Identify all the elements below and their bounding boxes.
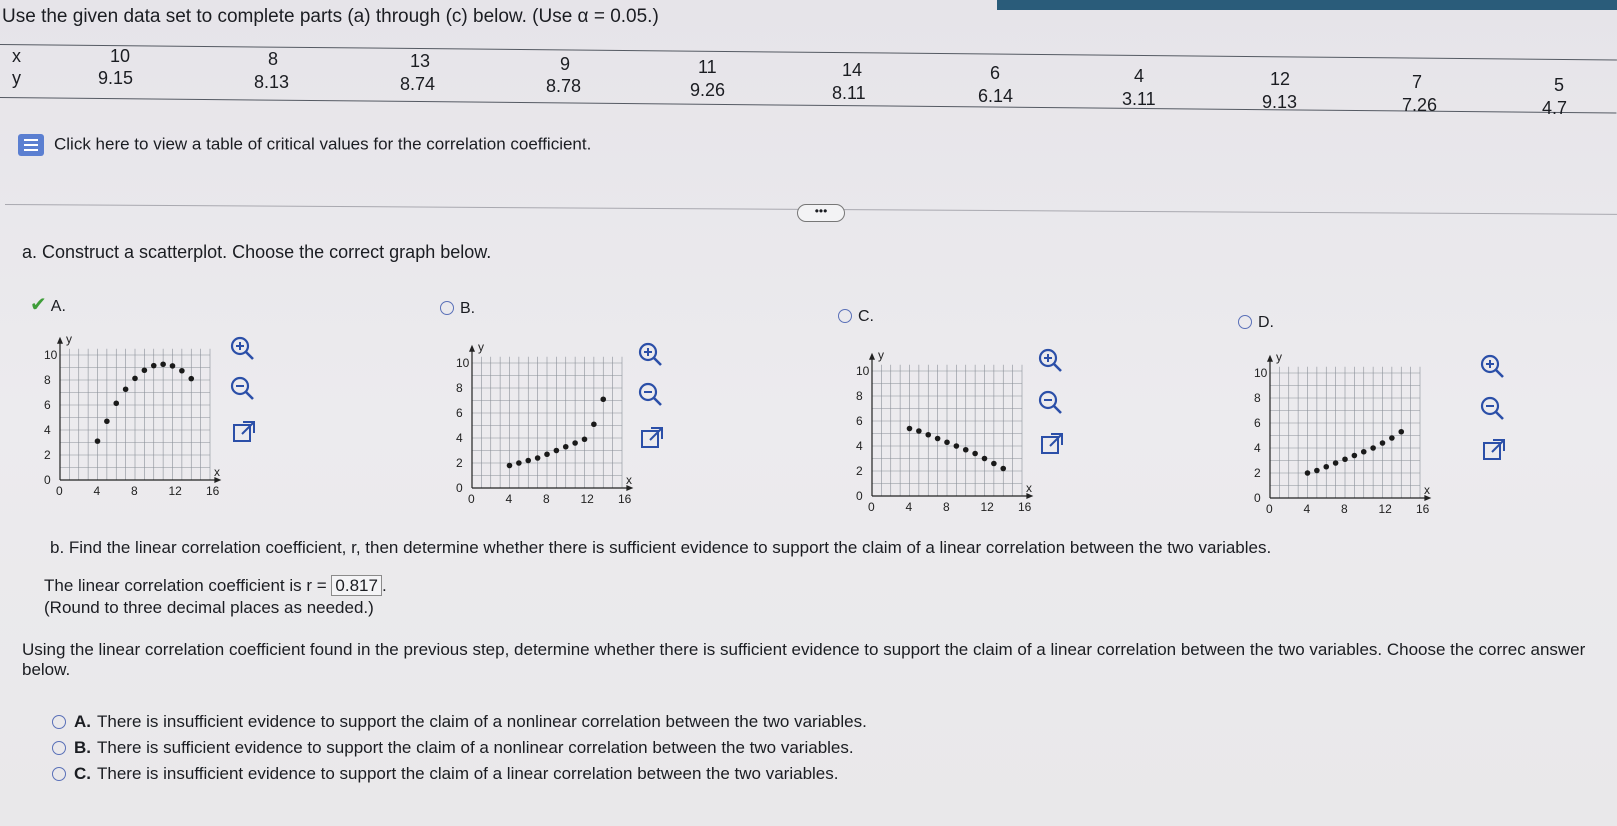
y-tick-label: 0 — [44, 473, 51, 487]
y-tick-label: 0 — [456, 481, 463, 495]
y-tick-label: 6 — [456, 406, 463, 420]
book-icon — [18, 134, 44, 156]
y-tick-label: 0 — [1254, 491, 1261, 505]
x-tick-label: 8 — [543, 492, 550, 506]
data-point — [972, 451, 978, 457]
table-y-cell: 3.11 — [1122, 89, 1156, 109]
table-frame — [0, 44, 1617, 114]
critical-values-link-text[interactable]: Click here to view a table of critical values for the correlation coefficient. — [54, 134, 592, 154]
zoom-out-icon[interactable] — [1036, 388, 1064, 416]
data-point — [954, 443, 960, 449]
table-y-cell: 8.13 — [254, 72, 290, 92]
data-point — [600, 396, 606, 402]
x-tick-label: 4 — [93, 484, 101, 498]
x-tick-label: 8 — [131, 484, 138, 498]
r-value-input[interactable]: 0.817 — [331, 575, 382, 596]
scatterplot-c[interactable] — [842, 346, 1042, 526]
data-point — [507, 463, 513, 469]
zoom-out-icon[interactable] — [1478, 394, 1506, 422]
data-point — [944, 439, 950, 445]
answer-choice-c[interactable] — [52, 764, 838, 784]
x-tick-label: 16 — [206, 484, 220, 498]
y-axis-label: y — [878, 347, 884, 362]
r-line — [44, 576, 387, 596]
data-point — [1323, 464, 1329, 470]
table-x-cell: 7 — [1412, 72, 1423, 92]
option-letter: B. — [460, 300, 476, 317]
y-tick-label: 2 — [1254, 466, 1261, 480]
table-y-cell: 8.11 — [832, 83, 866, 103]
data-point — [935, 436, 941, 442]
option-letter: C. — [858, 308, 874, 325]
y-tick-label: 4 — [856, 439, 863, 453]
data-point — [1389, 435, 1395, 441]
scatterplot-a[interactable] — [30, 330, 230, 510]
x-tick-label: 4 — [505, 492, 513, 506]
zoom-out-icon[interactable] — [228, 374, 256, 402]
data-point — [1370, 445, 1376, 451]
x-axis-label: x — [1424, 483, 1430, 497]
table-y-cell: 9.26 — [690, 80, 726, 100]
data-point — [516, 460, 522, 466]
y-axis-arrow — [57, 337, 63, 344]
x-tick-label: 8 — [943, 500, 950, 514]
table-x-cell: 14 — [842, 60, 863, 80]
data-point — [170, 363, 176, 369]
y-tick-label: 10 — [856, 364, 870, 378]
radio-button[interactable] — [838, 309, 852, 323]
table-x-cell: 10 — [110, 46, 131, 66]
y-tick-label: 6 — [44, 398, 51, 412]
y-axis-label: y — [1276, 349, 1282, 364]
y-tick-label: 8 — [44, 373, 51, 387]
data-point — [1333, 460, 1339, 466]
graph-option-d[interactable] — [1238, 314, 1274, 332]
data-point — [104, 418, 110, 424]
round-note: (Round to three decimal places as needed.) — [44, 598, 374, 617]
data-point — [963, 447, 969, 453]
data-point — [1361, 449, 1367, 455]
choice-letter: A. — [74, 712, 91, 731]
top-strip — [997, 0, 1617, 10]
option-letter: D. — [1258, 314, 1274, 331]
y-tick-label: 2 — [856, 464, 863, 478]
external-link-icon[interactable] — [1480, 436, 1508, 464]
data-point — [535, 455, 541, 461]
problem-title: Use the given data set to complete parts (a) through (c) below. (Use α = 0.05.) — [2, 6, 659, 27]
data-point — [907, 426, 913, 432]
data-point — [1352, 453, 1358, 459]
y-axis-label: y — [66, 331, 72, 346]
table-y-cell: 4.7 — [1542, 98, 1568, 118]
choice-text: There is insufficient evidence to support the claim of a linear correlation between the two variables. — [97, 764, 839, 783]
part-a-prompt: a. Construct a scatterplot. Choose the correct graph below. — [22, 242, 492, 262]
radio-button[interactable] — [52, 715, 66, 729]
data-point — [1314, 468, 1320, 474]
y-tick-label: 4 — [1254, 441, 1261, 455]
data-point — [554, 448, 560, 454]
data-point — [142, 367, 148, 373]
table-x-label: x — [12, 46, 21, 66]
y-axis-arrow — [1267, 355, 1273, 362]
y-axis-arrow — [869, 353, 875, 360]
data-point — [925, 432, 931, 438]
x-tick-label: 12 — [980, 500, 994, 514]
y-tick-label: 6 — [856, 414, 863, 428]
data-point — [991, 461, 997, 467]
data-point — [1342, 456, 1348, 462]
y-tick-label: 4 — [456, 431, 463, 445]
y-tick-label: 10 — [1254, 366, 1268, 380]
zoom-out-icon[interactable] — [636, 380, 664, 408]
y-axis-arrow — [469, 345, 475, 352]
choice-text: There is sufficient evidence to support the claim of a nonlinear correlation between the two variables. — [97, 738, 854, 757]
graph-option-a[interactable] — [30, 292, 66, 317]
table-x-cell: 5 — [1554, 75, 1565, 95]
x-axis-label: x — [626, 473, 632, 487]
x-tick-label: 0 — [868, 500, 875, 514]
r-prefix: The linear correlation coefficient is r = — [44, 576, 327, 595]
more-button[interactable]: ••• — [797, 204, 845, 222]
x-tick-label: 12 — [168, 484, 182, 498]
data-point — [1000, 466, 1006, 472]
y-tick-label: 2 — [44, 448, 51, 462]
data-point — [544, 451, 550, 457]
data-point — [1380, 440, 1386, 446]
table-x-cell: 12 — [1270, 69, 1291, 89]
data-point — [179, 368, 185, 374]
y-tick-label: 6 — [1254, 416, 1261, 430]
radio-button[interactable] — [52, 741, 66, 755]
data-point — [591, 421, 597, 427]
critical-values-link[interactable] — [18, 134, 591, 156]
x-tick-label: 0 — [56, 484, 63, 498]
x-tick-label: 16 — [1018, 500, 1032, 514]
choice-letter: C. — [74, 764, 91, 783]
zoom-in-icon[interactable] — [1478, 352, 1506, 380]
y-tick-label: 8 — [1254, 391, 1261, 405]
option-letter: A. — [50, 298, 66, 315]
x-tick-label: 0 — [1266, 502, 1273, 516]
data-point — [525, 458, 531, 464]
data-point — [572, 440, 578, 446]
data-point — [123, 386, 129, 392]
y-tick-label: 2 — [456, 456, 463, 470]
graph-option-c[interactable] — [838, 308, 874, 326]
data-point — [1305, 470, 1311, 476]
x-tick-label: 16 — [618, 492, 632, 506]
data-point — [188, 376, 194, 382]
table-x-cell: 4 — [1134, 66, 1145, 86]
x-tick-label: 16 — [1416, 502, 1430, 516]
table-y-cell: 7.26 — [1402, 95, 1438, 115]
answer-choice-b[interactable] — [52, 738, 854, 758]
y-tick-label: 4 — [44, 423, 51, 437]
table-y-cell: 9.15 — [98, 68, 134, 88]
zoom-in-icon[interactable] — [636, 340, 664, 368]
zoom-in-icon[interactable] — [1036, 346, 1064, 374]
y-axis-label: y — [478, 339, 484, 354]
table-x-cell: 9 — [560, 54, 571, 74]
x-axis-label: x — [1026, 481, 1032, 495]
x-tick-label: 4 — [905, 500, 913, 514]
external-link-icon[interactable] — [230, 418, 258, 446]
x-tick-label: 0 — [468, 492, 475, 506]
choice-text: There is insufficient evidence to support the claim of a nonlinear correlation between the two variables. — [97, 712, 867, 731]
data-point — [563, 444, 569, 450]
radio-button[interactable] — [1238, 315, 1252, 329]
radio-button[interactable] — [440, 301, 454, 315]
data-point — [916, 428, 922, 434]
table-x-cell: 11 — [698, 57, 717, 77]
answer-choice-a[interactable] — [52, 712, 867, 732]
scatterplot-d[interactable] — [1240, 348, 1440, 528]
external-link-icon[interactable] — [638, 424, 666, 452]
data-point — [151, 363, 157, 369]
data-point — [132, 376, 138, 382]
y-tick-label: 10 — [456, 356, 470, 370]
data-point — [113, 400, 119, 406]
data-point — [582, 436, 588, 442]
y-tick-label: 0 — [856, 489, 863, 503]
table-y-label: y — [12, 68, 21, 88]
table-y-cell: 6.14 — [978, 86, 1014, 106]
x-axis-label: x — [214, 465, 220, 479]
r-suffix: . — [381, 576, 387, 595]
radio-button[interactable] — [52, 767, 66, 781]
zoom-in-icon[interactable] — [228, 334, 256, 362]
part-b-prompt: b. Find the linear correlation coefficient, r, then determine whether there is sufficient evidence to support the claim of a linear correlation between the two variables. — [50, 538, 1272, 557]
data-point — [1398, 429, 1404, 435]
data-point — [982, 456, 988, 462]
table-x-cell: 8 — [268, 49, 279, 69]
data-point — [160, 361, 166, 367]
table-x-cell: 6 — [990, 63, 1001, 83]
table-y-cell: 8.74 — [400, 74, 436, 94]
x-tick-label: 12 — [1378, 502, 1392, 516]
table-x-cell: 13 — [410, 51, 431, 71]
y-tick-label: 8 — [856, 389, 863, 403]
table-y-cell: 8.78 — [546, 76, 582, 96]
table-y-cell: 9.13 — [1262, 92, 1298, 112]
choice-letter: B. — [74, 738, 91, 757]
y-tick-label: 10 — [44, 348, 58, 362]
x-tick-label: 4 — [1303, 502, 1311, 516]
checkmark-icon: ✔ — [30, 294, 47, 316]
y-tick-label: 8 — [456, 381, 463, 395]
x-tick-label: 8 — [1341, 502, 1348, 516]
data-point — [95, 438, 101, 444]
graph-option-b[interactable] — [440, 300, 475, 318]
external-link-icon[interactable] — [1038, 430, 1066, 458]
instruction-text: Using the linear correlation coefficient found in the previous step, determine whether there is sufficient evidence to support the claim of a linear correlation between the two variables. Choose the correc answer below. — [22, 640, 1586, 679]
scatterplot-b[interactable] — [442, 338, 642, 518]
x-tick-label: 12 — [580, 492, 594, 506]
